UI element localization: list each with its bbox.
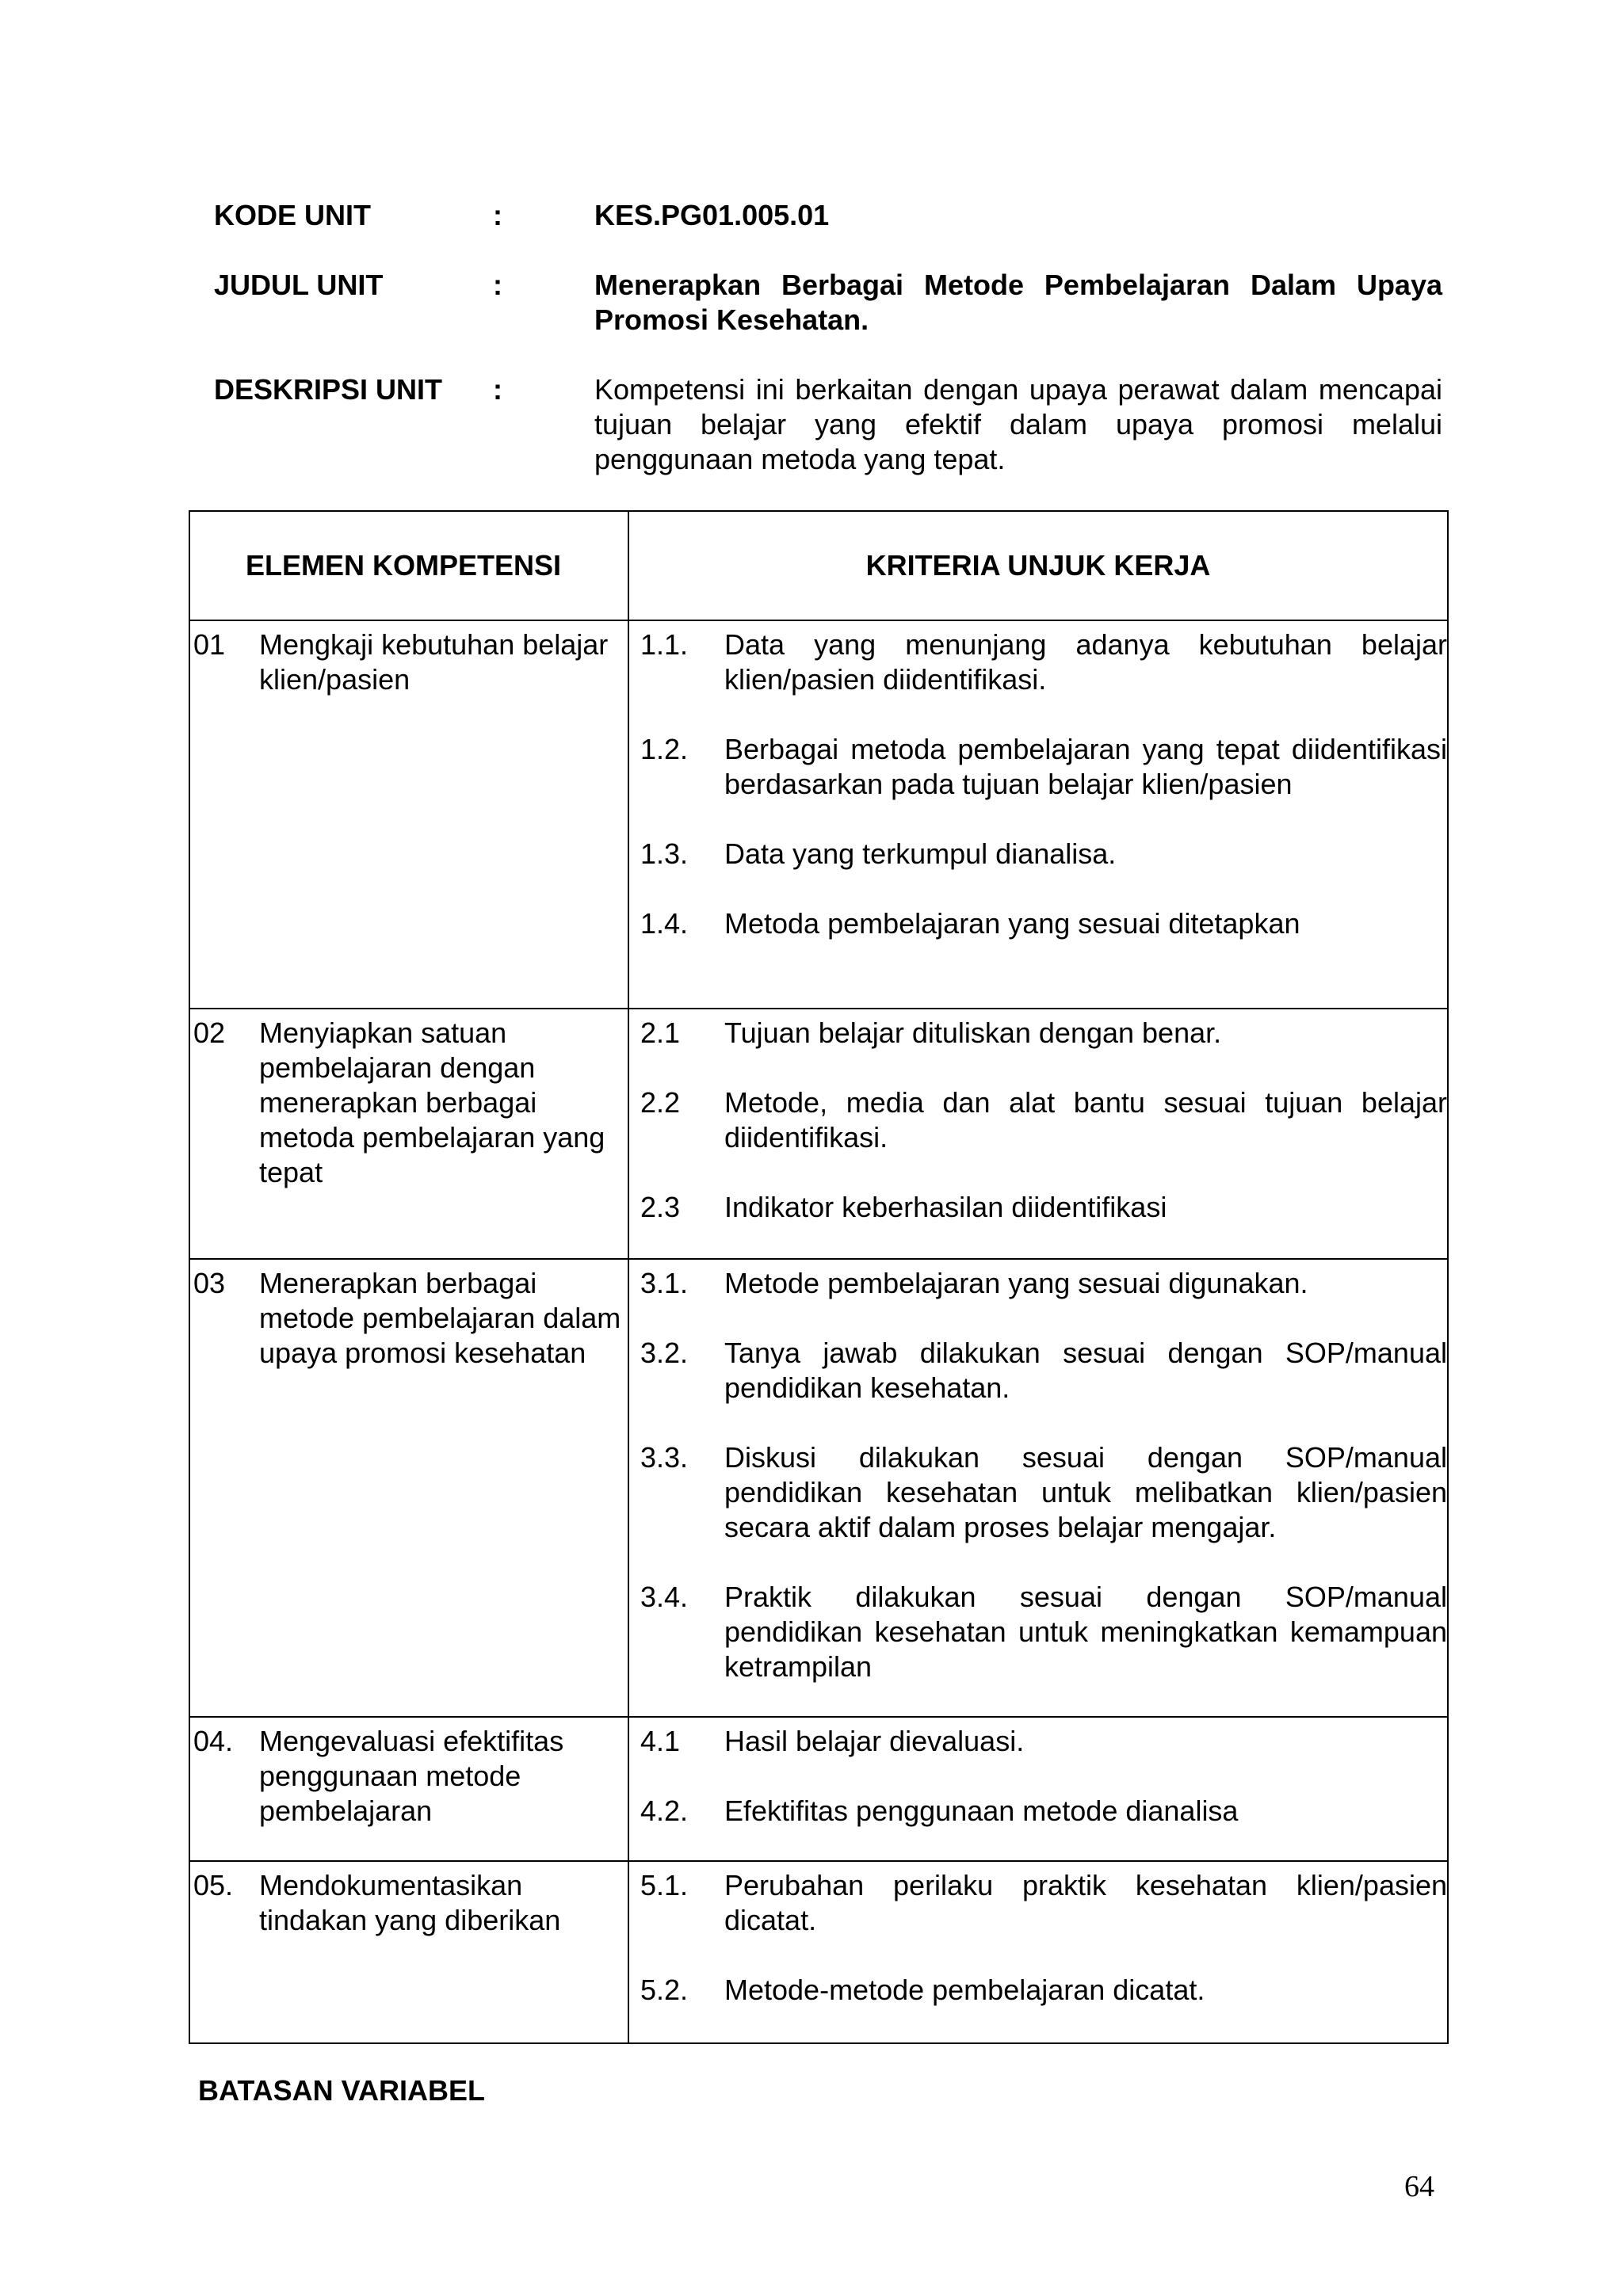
criteria-item (640, 1724, 1447, 1759)
criteria-text: Berbagai metoda pembelajaran yang tepat diidentifikasi berdasarkan pada tujuan belajar klien/pasien (724, 733, 1447, 800)
criteria-number: 3.3. (640, 1441, 689, 1474)
criteria-text: Hasil belajar dievaluasi. (724, 1725, 1025, 1757)
criteria-number: 2.3 (640, 1191, 681, 1223)
criteria-text: Data yang terkumpul dianalisa. (724, 837, 1117, 870)
element-number: 01 (193, 628, 226, 661)
criteria-number: 5.1. (640, 1869, 689, 1901)
criteria-item (640, 1016, 1447, 1051)
element-item (190, 621, 628, 697)
criteria-number: 1.2. (640, 733, 689, 765)
judul-unit-colon: : (493, 269, 502, 301)
criteria-item (640, 837, 1447, 871)
criteria-text: Praktik dilakukan sesuai dengan SOP/manual pendidikan kesehatan untuk meningkatkan kemampuan ketrampilan (724, 1581, 1447, 1683)
criteria-item (640, 1440, 1447, 1545)
criteria-item (640, 1580, 1447, 1684)
criteria-item (640, 1868, 1447, 1938)
table-header-row (189, 511, 1448, 620)
criteria-item (640, 1336, 1447, 1405)
criteria-number: 1.4. (640, 907, 689, 940)
kode-unit-label: KODE UNIT (214, 199, 371, 231)
criteria-text: Metode, media dan alat bantu sesuai tujuan belajar diidentifikasi. (724, 1086, 1447, 1154)
criteria-text: Perubahan perilaku praktik kesehatan klien/pasien dicatat. (724, 1869, 1447, 1936)
element-number: 03 (193, 1267, 226, 1299)
criteria-text: Tujuan belajar dituliskan dengan benar. (724, 1016, 1222, 1049)
criteria-number: 1.1. (640, 628, 689, 661)
criteria-text: Diskusi dilakukan sesuai dengan SOP/manual pendidikan kesehatan untuk melibatkan klien/pasien secara aktif dalam proses belajar mengajar. (724, 1441, 1447, 1543)
deskripsi-unit-value: Kompetensi ini berkaitan dengan upaya perawat dalam mencapai tujuan belajar yang efektif dalam upaya promosi melalui penggunaan metoda yang tepat. (594, 373, 1442, 475)
criteria-number: 4.2. (640, 1794, 689, 1827)
criteria-cell (628, 620, 1448, 1009)
element-cell (189, 620, 628, 1009)
criteria-text: Metode-metode pembelajaran dicatat. (724, 1974, 1205, 2006)
table-row (189, 1717, 1448, 1861)
criteria-item (640, 1266, 1447, 1301)
criteria-text: Metode pembelajaran yang sesuai digunakan. (724, 1267, 1308, 1299)
element-number: 04. (193, 1725, 234, 1757)
element-cell (189, 1009, 628, 1259)
criteria-number: 4.1 (640, 1725, 681, 1757)
element-text: Menyiapkan satuan pembelajaran dengan menerapkan berbagai metoda pembelajaran yang tepat (259, 1016, 605, 1188)
batasan-variabel-heading: BATASAN VARIABEL (198, 2074, 485, 2107)
criteria-item (640, 1794, 1447, 1829)
criteria-cell (628, 1717, 1448, 1861)
element-text: Mendokumentasikan tindakan yang diberikan (259, 1869, 561, 1936)
competency-table (189, 510, 1449, 2044)
element-item (190, 1009, 628, 1190)
page-number: 64 (1404, 2170, 1434, 2203)
element-text: Mengkaji kebutuhan belajar klien/pasien (259, 628, 609, 696)
deskripsi-unit-label: DESKRIPSI UNIT (214, 373, 443, 406)
judul-unit-label: JUDUL UNIT (214, 269, 384, 301)
criteria-text: Efektifitas penggunaan metode dianalisa (724, 1794, 1239, 1827)
criteria-item (640, 1190, 1447, 1225)
element-text: Mengevaluasi efektifitas penggunaan metode pembelajaran (259, 1725, 564, 1827)
criteria-cell (628, 1009, 1448, 1259)
criteria-number: 1.3. (640, 837, 689, 870)
element-item (190, 1862, 628, 1938)
criteria-item (640, 906, 1447, 941)
table-row (189, 1861, 1448, 2043)
element-text: Menerapkan berbagai metode pembelajaran dalam upaya promosi kesehatan (259, 1267, 621, 1369)
kriteria-unjuk-kerja-header: KRITERIA UNJUK KERJA (628, 511, 1448, 620)
criteria-number: 3.2. (640, 1337, 689, 1369)
table-row (189, 1259, 1448, 1717)
kode-unit-colon: : (493, 199, 502, 231)
criteria-number: 3.1. (640, 1267, 689, 1299)
criteria-text: Data yang menunjang adanya kebutuhan belajar klien/pasien diidentifikasi. (724, 628, 1447, 696)
element-cell (189, 1259, 628, 1717)
kode-unit-value: KES.PG01.005.01 (594, 199, 830, 231)
element-item (190, 1718, 628, 1829)
element-item (190, 1260, 628, 1371)
criteria-text: Metoda pembelajaran yang sesuai ditetapkan (724, 907, 1300, 940)
criteria-number: 2.2 (640, 1086, 681, 1119)
element-cell (189, 1861, 628, 2043)
criteria-number: 5.2. (640, 1974, 689, 2006)
criteria-item (640, 627, 1447, 697)
criteria-number: 3.4. (640, 1581, 689, 1613)
table-row (189, 620, 1448, 1009)
criteria-cell (628, 1259, 1448, 1717)
element-number: 02 (193, 1016, 226, 1049)
criteria-number: 2.1 (640, 1016, 681, 1049)
elemen-kompetensi-header: ELEMEN KOMPETENSI (189, 511, 628, 620)
criteria-text: Indikator keberhasilan diidentifikasi (724, 1191, 1167, 1223)
judul-unit-value: Menerapkan Berbagai Metode Pembelajaran Dalam Upaya Promosi Kesehatan. (594, 269, 1442, 336)
criteria-item (640, 1973, 1447, 2008)
table-row (189, 1009, 1448, 1259)
criteria-text: Tanya jawab dilakukan sesuai dengan SOP/manual pendidikan kesehatan. (724, 1337, 1447, 1404)
criteria-item (640, 732, 1447, 802)
criteria-item (640, 1085, 1447, 1155)
element-number: 05. (193, 1869, 234, 1901)
criteria-cell (628, 1861, 1448, 2043)
element-cell (189, 1717, 628, 1861)
deskripsi-unit-colon: : (493, 373, 502, 406)
